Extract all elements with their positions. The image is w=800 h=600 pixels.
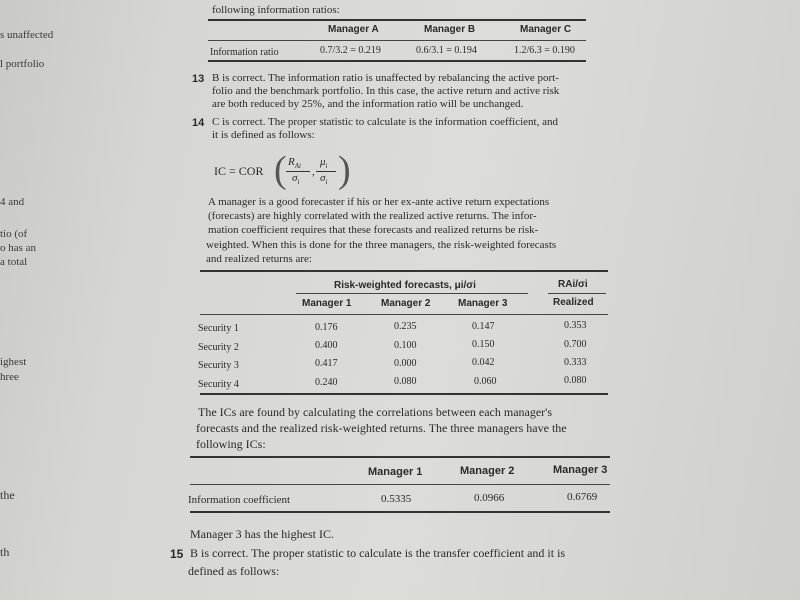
ic-formula (214, 150, 374, 194)
table-cell: 0.417 (315, 358, 338, 369)
paragraph-line: and realized returns are: (206, 253, 312, 265)
row-label: Security 1 (198, 323, 239, 334)
margin-text: l portfolio (0, 58, 45, 70)
table-cell: 0.150 (472, 339, 495, 350)
table-cell: 0.5335 (381, 493, 412, 505)
table-cell: 0.060 (474, 376, 497, 387)
fraction-numerator: $\mu_i$ (320, 156, 328, 171)
table-rule (208, 19, 586, 21)
margin-text: hree (0, 371, 19, 383)
table-rule (208, 40, 586, 41)
paragraph-line: following ICs: (196, 437, 266, 451)
margin-text: 4 and (0, 196, 25, 208)
fraction-denominator: $\sigma_i$ (320, 172, 328, 187)
table-rule (296, 293, 528, 294)
fraction-numerator: $R_{Ai}$ (288, 156, 301, 171)
row-label: Security 4 (198, 379, 239, 390)
row-label: Security 2 (198, 342, 239, 353)
table-cell: 0.700 (564, 339, 587, 350)
row-label: Security 3 (198, 360, 239, 371)
table-cell: 0.6/3.1 = 0.194 (416, 45, 477, 56)
table-cell: 0.0966 (474, 492, 505, 504)
paragraph-line: C is correct. The proper statistic to calculate is the information coefficient, and (212, 116, 558, 128)
comma: , (312, 166, 315, 178)
paragraph-line: weighted. When this is done for the three managers, the risk-weighted forecasts (206, 239, 557, 251)
paragraph-line: folio and the benchmark portfolio. In this case, the active return and active risk (212, 85, 560, 97)
table-cell: 0.333 (564, 357, 587, 368)
table-cell: 0.100 (394, 340, 417, 351)
margin-text: th (0, 545, 10, 559)
column-header: Manager 3 (553, 464, 608, 476)
column-header: Realized (553, 297, 594, 308)
table-rule (208, 60, 586, 62)
conclusion-line: Manager 3 has the highest IC. (190, 527, 334, 541)
table-cell: 0.080 (394, 376, 417, 387)
table-cell: 0.400 (315, 340, 338, 351)
margin-text: a total (0, 256, 28, 268)
realized-group-header: RAi/σi (558, 279, 588, 290)
table-cell: 0.176 (315, 322, 338, 333)
margin-text: the (0, 488, 15, 502)
column-header: Manager 2 (460, 465, 515, 477)
item-number: 14 (192, 117, 205, 129)
table-cell: 0.6769 (567, 491, 598, 503)
paragraph-line: mation coefficient requires that these forecasts and realized returns be risk- (208, 224, 539, 236)
column-header: Manager 3 (458, 298, 508, 309)
paragraph-line: (forecasts) are highly correlated with the realized active returns. The infor- (208, 210, 537, 222)
fraction-denominator: $\sigma_i$ (292, 172, 300, 187)
right-paren: ) (338, 149, 351, 191)
margin-text: s unaffected (0, 29, 54, 41)
table-rule (190, 456, 610, 458)
table-cell: 0.042 (472, 357, 495, 368)
table-cell: 0.147 (472, 321, 495, 332)
table-rule (190, 484, 610, 485)
table-cell: 0.080 (564, 375, 587, 386)
table-rule (548, 293, 606, 294)
margin-text: ighest (0, 356, 27, 368)
table-cell: 0.240 (315, 377, 338, 388)
paragraph-line: defined as follows: (188, 564, 280, 578)
column-header: Manager 1 (302, 298, 352, 309)
row-label: Information ratio (210, 47, 279, 58)
column-header: Manager 1 (368, 466, 423, 478)
paragraph-line: it is defined as follows: (212, 129, 315, 141)
row-label: Information coefficient (188, 494, 291, 506)
intro-line: following information ratios: (212, 4, 340, 16)
column-header: Manager A (328, 24, 379, 35)
table-cell: 0.353 (564, 320, 587, 331)
table-rule (200, 393, 608, 395)
left-paren: ( (274, 149, 287, 191)
paragraph-line: forecasts and the realized risk-weighted returns. The three managers have the (196, 421, 567, 435)
column-header: Manager 2 (381, 298, 431, 309)
paragraph-line: B is correct. The information ratio is unaffected by rebalancing the active port- (212, 72, 559, 84)
paragraph-line: The ICs are found by calculating the correlations between each manager's (198, 405, 553, 419)
margin-text: o has an (0, 242, 37, 254)
paragraph-line: A manager is a good forecaster if his or her ex-ante active return expectations (208, 196, 550, 208)
table-rule (200, 314, 608, 315)
formula-lhs: IC = COR (214, 164, 264, 178)
table-rule (200, 270, 608, 272)
group-header: Risk-weighted forecasts, μi/σi (334, 280, 476, 291)
paragraph-line: B is correct. The proper statistic to calculate is the transfer coefficient and it is (190, 546, 566, 560)
paragraph-line: are both reduced by 25%, and the information ratio will be unchanged. (212, 98, 524, 110)
column-header: Manager B (424, 24, 476, 35)
item-number: 13 (192, 73, 205, 85)
table-cell: 1.2/6.3 = 0.190 (514, 45, 575, 56)
column-header: Manager C (520, 24, 572, 35)
table-rule (190, 511, 610, 513)
table-cell: 0.000 (394, 358, 417, 369)
item-number: 15 (170, 547, 184, 561)
table-cell: 0.7/3.2 = 0.219 (320, 45, 381, 56)
margin-text: tio (of (0, 228, 28, 240)
table-cell: 0.235 (394, 321, 417, 332)
